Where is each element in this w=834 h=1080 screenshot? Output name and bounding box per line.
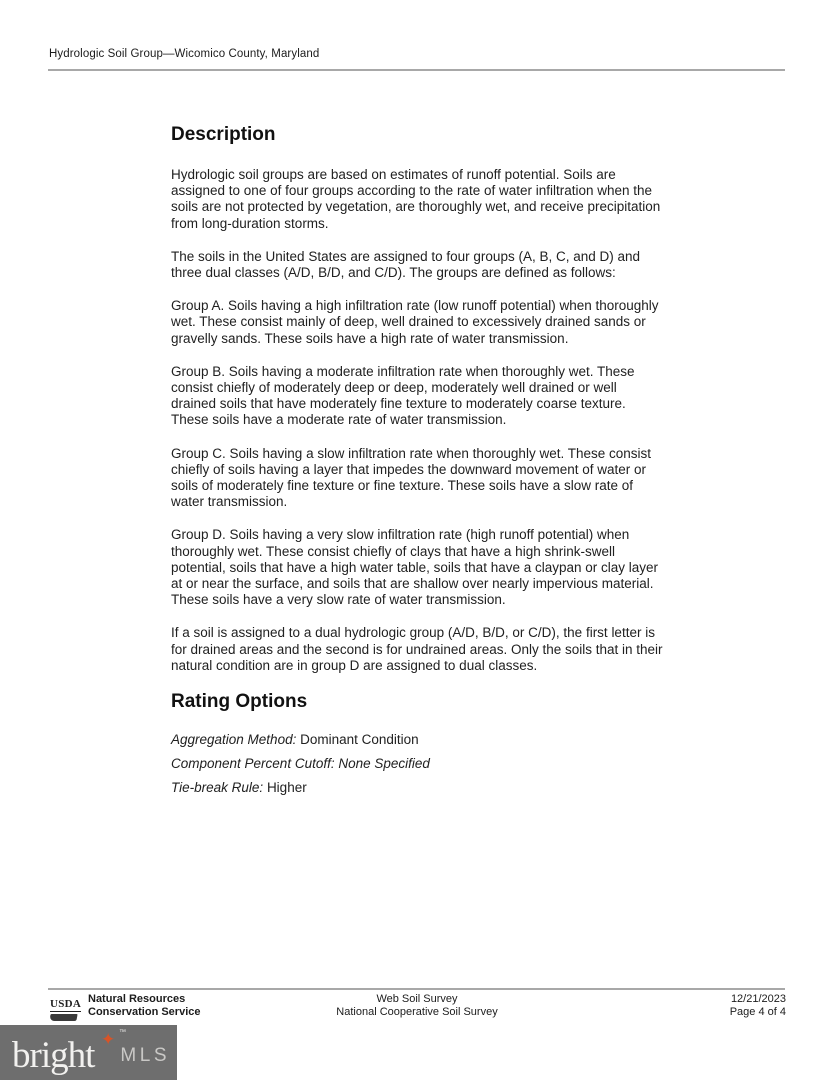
tie-break-rule-label: Tie-break Rule: <box>171 780 264 796</box>
tie-break-rule-value: Higher <box>266 780 307 796</box>
footer-divider <box>48 988 785 990</box>
aggregation-method-row <box>171 732 664 747</box>
footer-agency-line2: Conservation Service <box>88 1006 201 1018</box>
footer-date: 12/21/2023 <box>730 993 786 1005</box>
group-c-paragraph: Group C. Soils having a slow infiltration rate when thoroughly wet. These consist chiefly of soils having a layer that impedes the downward movement of water or soils of moderately fine texture or fine texture. These soils have a slow rate of water transmission. <box>171 445 651 510</box>
footer-survey-name <box>0 993 834 1019</box>
star-icon: ✦ <box>101 1030 116 1050</box>
aggregation-method-value: Dominant Condition <box>300 732 419 748</box>
footer-center-line2: National Cooperative Soil Survey <box>336 1006 498 1018</box>
page-header-title: Hydrologic Soil Group—Wicomico County, Maryland <box>49 48 320 60</box>
main-content <box>171 124 664 804</box>
group-b-paragraph: Group B. Soils having a moderate infiltration rate when thoroughly wet. These consist chiefly of moderately deep or deep, moderately well drained or well drained soils that have moderately fine texture to moderately coarse texture. These soils have a moderate rate of water transmission. <box>171 363 635 428</box>
aggregation-method-label: Aggregation Method: <box>171 732 297 748</box>
trademark-symbol: ™ <box>119 1029 126 1036</box>
usda-logo-text: USDA <box>50 998 82 1010</box>
group-d-paragraph: Group D. Soils having a very slow infiltration rate (high runoff potential) when thoroughly wet. These consist chiefly of clays that have a high shrink-swell potential, soils that have a high water table, soils that have a claypan or clay layer at or near the surface, and soils that are shallow over nearly impervious material. These soils have a very slow rate of water transmission. <box>171 527 659 608</box>
dual-group-paragraph: If a soil is assigned to a dual hydrologic group (A/D, B/D, or C/D), the first letter is for drained areas and the second is for undrained areas. Only the soils that in their natural condition are in group D are assigned to dual classes. <box>171 625 663 673</box>
rating-options-heading: Rating Options <box>171 691 308 713</box>
description-heading: Description <box>171 124 276 145</box>
header-divider <box>48 69 785 71</box>
footer-agency-line1: Natural Resources <box>88 993 186 1005</box>
brightmls-brand-text: bright <box>12 1035 95 1076</box>
footer-center-line1: Web Soil Survey <box>376 993 458 1005</box>
intro-paragraph: Hydrologic soil groups are based on estimates of runoff potential. Soils are assigned to one of four groups according to the rate of water infiltration when the soils are not protected by vegetation, are thoroughly wet, and receive precipitation from long-duration storms. <box>171 167 661 231</box>
component-percent-cutoff-value: None Specified <box>338 756 430 772</box>
groups-overview-paragraph: The soils in the United States are assigned to four groups (A, B, C, and D) and three dual classes (A/D, B/D, and C/D). The groups are defined as follows: <box>171 248 640 281</box>
brightmls-logo <box>0 1025 177 1080</box>
brightmls-suffix-text: MLS <box>120 1045 170 1066</box>
footer-date-page <box>730 993 786 1019</box>
component-percent-cutoff-row <box>171 756 664 771</box>
component-percent-cutoff-label: Component Percent Cutoff: <box>171 756 335 772</box>
group-a-paragraph: Group A. Soils having a high infiltration rate (low runoff potential) when thoroughly wet. These consist mainly of deep, well drained to excessively drained sands or gravelly sands. These soils have a high rate of water transmission. <box>171 298 659 346</box>
tie-break-rule-row <box>171 780 664 795</box>
footer-page-number: Page 4 of 4 <box>729 1006 786 1018</box>
